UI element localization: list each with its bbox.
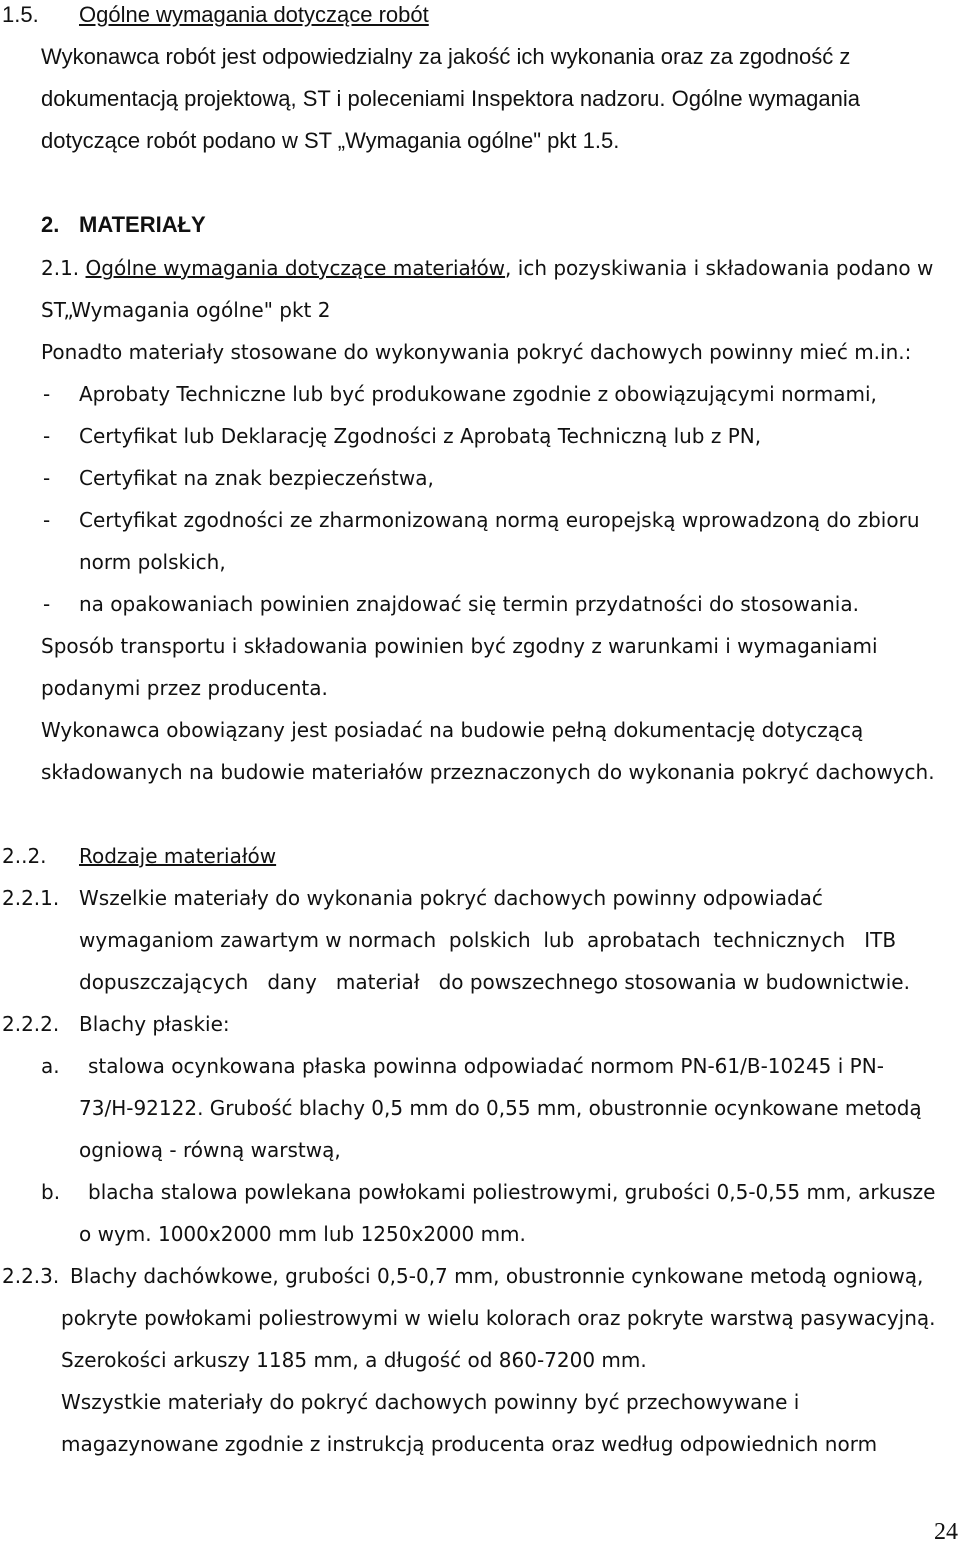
section-2-1-title: Ogólne wymagania dotyczące materiałów [85, 256, 506, 280]
paragraph-line: stalowa ocynkowana płaska powinna odpowiadać normom PN-61/B-10245 i PN- [88, 1054, 884, 1078]
dash-marker: - [43, 592, 51, 616]
list-marker-a: a. [41, 1054, 60, 1078]
section-2-1-rest: , ich pozyskiwania i składowania podano w [505, 256, 934, 280]
section-2-title: MATERIAŁY [79, 212, 206, 237]
paragraph-line: Wszelkie materiały do wykonania pokryć dachowych powinny odpowiadać [79, 886, 823, 910]
list-item: Certyfikat zgodności ze zharmonizowaną normą europejską wprowadzoną do zbioru [79, 508, 920, 532]
paragraph-line: Wykonawca robót jest odpowiedzialny za jakość ich wykonania oraz za zgodność z [41, 44, 851, 69]
paragraph-line: Szerokości arkuszy 1185 mm, a długość od 860-7200 mm. [61, 1348, 647, 1372]
paragraph-line: dotyczące robót podano w ST „Wymagania ogólne" pkt 1.5. [41, 128, 620, 153]
paragraph-line: blacha stalowa powlekana powłokami poliestrowymi, grubości 0,5-0,55 mm, arkusze [88, 1180, 936, 1204]
paragraph-line: Wykonawca obowiązany jest posiadać na budowie pełną dokumentację dotyczącą [41, 718, 864, 742]
paragraph-line: magazynowane zgodnie z instrukcją producenta oraz według odpowiednich norm [61, 1432, 878, 1456]
dash-marker: - [43, 382, 51, 406]
list-item: Certyfikat lub Deklarację Zgodności z Aprobatą Techniczną lub z PN, [79, 424, 762, 448]
section-1-5-number: 1.5. [2, 2, 39, 27]
page-number: 24 [934, 1519, 958, 1545]
section-1-5-title: Ogólne wymagania dotyczące robót [79, 2, 429, 27]
item-2-2-2-title: Blachy płaskie: [79, 1012, 230, 1036]
section-2-number: 2. [41, 212, 60, 237]
paragraph-line: pokryte powłokami poliestrowymi w wielu kolorach oraz pokryte warstwą pasywacyjną. [61, 1306, 936, 1330]
paragraph-line: dopuszczających dany materiał do powszechnego stosowania w budownictwie. [79, 970, 910, 994]
dash-marker: - [43, 424, 51, 448]
list-item-continuation: norm polskich, [79, 550, 226, 574]
item-2-2-2-number: 2.2.2. [2, 1012, 60, 1036]
paragraph-line: 73/H-92122. Grubość blachy 0,5 mm do 0,55 mm, obustronnie ocynkowane metodą [79, 1096, 922, 1120]
list-item: Aprobaty Techniczne lub być produkowane zgodnie z obowiązującymi normami, [79, 382, 877, 406]
dash-marker: - [43, 466, 51, 490]
paragraph-line: składowanych na budowie materiałów przeznaczonych do wykonania pokryć dachowych. [41, 760, 935, 784]
list-marker-b: b. [41, 1180, 61, 1204]
dash-marker: - [43, 508, 51, 532]
section-2-1-number: 2.1. [41, 256, 80, 280]
paragraph-line: podanymi przez producenta. [41, 676, 328, 700]
item-2-2-1-number: 2.2.1. [2, 886, 60, 910]
paragraph-line: o wym. 1000x2000 mm lub 1250x2000 mm. [79, 1222, 526, 1246]
section-2-1-line [41, 255, 933, 281]
list-item: Certyfikat na znak bezpieczeństwa, [79, 466, 434, 490]
paragraph-line: ogniową - równą warstwą, [79, 1138, 341, 1162]
section-2-2-title: Rodzaje materiałów [79, 844, 277, 868]
paragraph-line: ST„Wymagania ogólne" pkt 2 [41, 298, 331, 322]
paragraph-line: Ponadto materiały stosowane do wykonywania pokryć dachowych powinny mieć m.in.: [41, 340, 912, 364]
paragraph-line: Sposób transportu i składowania powinien być zgodny z warunkami i wymaganiami [41, 634, 878, 658]
paragraph-line: Blachy dachówkowe, grubości 0,5-0,7 mm, obustronnie cynkowane metodą ogniową, [70, 1264, 924, 1288]
section-2-2-number: 2..2. [2, 844, 47, 868]
paragraph-line: dokumentacją projektową, ST i poleceniami Inspektora nadzoru. Ogólne wymagania [41, 86, 860, 111]
paragraph-line: wymaganiom zawartym w normach polskich lub aprobatach technicznych ITB [79, 928, 897, 952]
paragraph-line: Wszystkie materiały do pokryć dachowych powinny być przechowywane i [61, 1390, 800, 1414]
list-item: na opakowaniach powinien znajdować się termin przydatności do stosowania. [79, 592, 859, 616]
item-2-2-3-number: 2.2.3. [2, 1264, 60, 1288]
